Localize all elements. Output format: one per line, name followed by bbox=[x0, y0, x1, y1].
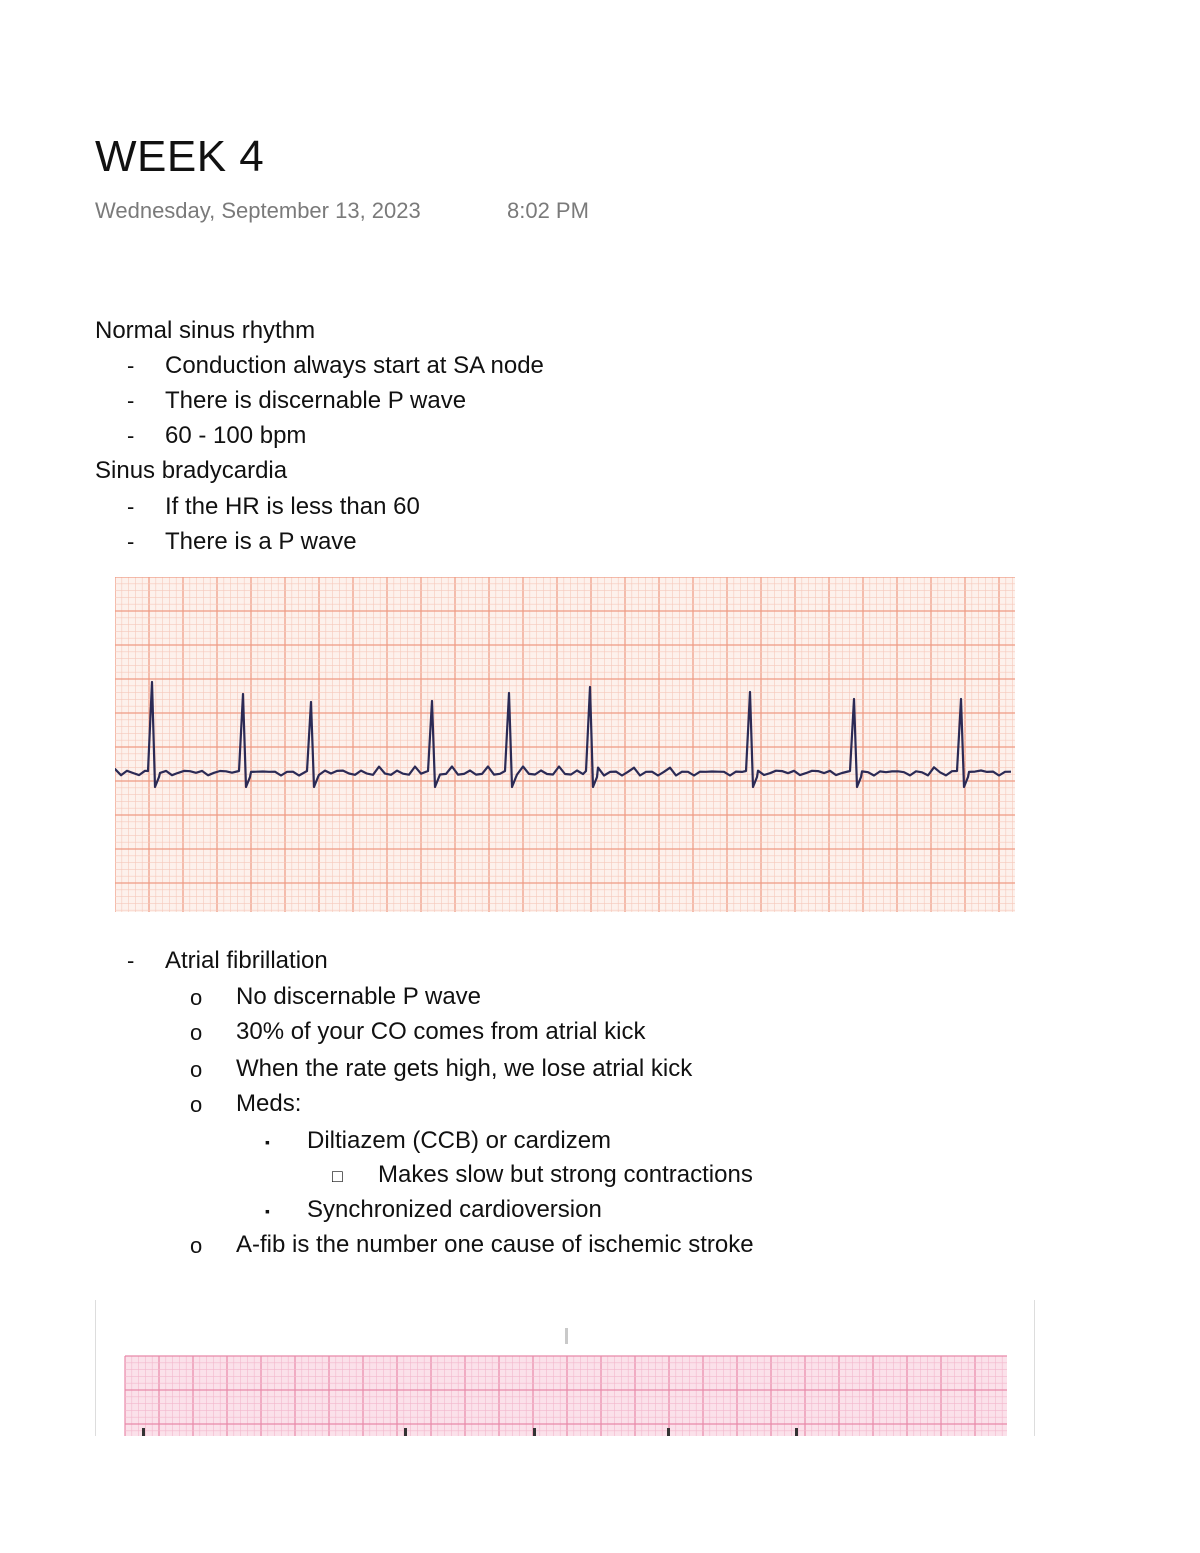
dash-bullet: - bbox=[127, 494, 135, 519]
circle-bullet: o bbox=[190, 1057, 203, 1082]
grid-background bbox=[115, 577, 1015, 912]
list-item: 60 - 100 bpm bbox=[165, 422, 307, 449]
list-item: Diltiazem (CCB) or cardizem bbox=[307, 1127, 612, 1154]
list-item: A-fib is the number one cause of ischemic stroke bbox=[236, 1231, 754, 1258]
list-item: Makes slow but strong contractions bbox=[378, 1161, 753, 1188]
r-wave-tip bbox=[667, 1428, 670, 1436]
circle-bullet: o bbox=[190, 1020, 203, 1045]
r-wave-tip bbox=[404, 1428, 407, 1436]
list-item: Conduction always start at SA node bbox=[165, 352, 544, 379]
circle-bullet: o bbox=[190, 1233, 203, 1258]
dash-bullet: - bbox=[127, 529, 135, 554]
cursor-mark bbox=[565, 1328, 568, 1344]
heading-sinus-bradycardia: Sinus bradycardia bbox=[95, 457, 288, 484]
dash-bullet: - bbox=[127, 353, 135, 378]
note-date: Wednesday, September 13, 2023 bbox=[95, 198, 421, 223]
square-bullet: ▪ bbox=[265, 1203, 270, 1219]
ecg-strip-image bbox=[115, 577, 1015, 912]
circle-bullet: o bbox=[190, 985, 203, 1010]
r-wave-tip bbox=[533, 1428, 536, 1436]
dash-bullet: - bbox=[127, 388, 135, 413]
afib-ecg-strip-image bbox=[95, 1300, 1035, 1436]
list-item: When the rate gets high, we lose atrial kick bbox=[236, 1055, 693, 1082]
heading-normal-sinus-rhythm: Normal sinus rhythm bbox=[95, 317, 316, 344]
list-item: Synchronized cardioversion bbox=[307, 1196, 602, 1223]
list-item: No discernable P wave bbox=[236, 983, 482, 1010]
list-item: 30% of your CO comes from atrial kick bbox=[236, 1018, 646, 1045]
list-item: There is discernable P wave bbox=[165, 387, 467, 414]
square-bullet: ▪ bbox=[265, 1134, 270, 1150]
list-item-meds: Meds: bbox=[236, 1090, 302, 1117]
r-wave-tip bbox=[795, 1428, 798, 1436]
list-item: If the HR is less than 60 bbox=[165, 493, 420, 520]
r-wave-tip bbox=[142, 1428, 145, 1436]
page-title: WEEK 4 bbox=[95, 132, 265, 181]
list-item-atrial-fibrillation: Atrial fibrillation bbox=[165, 947, 328, 974]
dash-bullet: - bbox=[127, 948, 135, 973]
circle-bullet: o bbox=[190, 1092, 203, 1117]
list-item: There is a P wave bbox=[165, 528, 357, 555]
dash-bullet: - bbox=[127, 423, 135, 448]
note-time: 8:02 PM bbox=[507, 198, 589, 223]
hollow-square-bullet: □ bbox=[332, 1166, 343, 1186]
